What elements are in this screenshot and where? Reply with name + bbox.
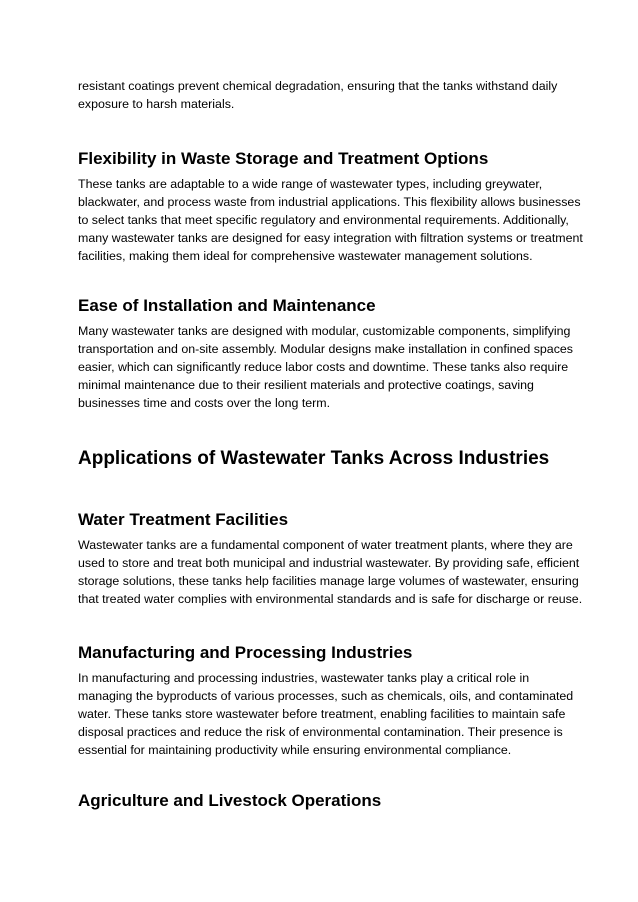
section-paragraph-installation [78,322,573,412]
text-line: minimal maintenance due to their resilient materials and protective coatings, saving [78,378,534,392]
section-paragraph-flexibility [78,175,583,265]
text-line: businesses time and costs over the long term. [78,396,331,410]
text-line: These tanks are adaptable to a wide range of wastewater types, including greywater, [78,177,543,191]
text-line: storage solutions, these tanks help facilities manage large volumes of wastewater, ensuring [78,574,579,588]
text-line: exposure to harsh materials. [78,97,235,111]
application-heading-water-treatment: Water Treatment Facilities [78,510,289,529]
text-line: that treated water complies with environmental standards and is safe for discharge or reuse. [78,592,583,606]
text-line: managing the byproducts of various processes, such as chemicals, oils, and contaminated [78,689,574,703]
application-paragraph-manufacturing [78,669,574,759]
text-line: transportation and on-site assembly. Modular designs make installation in confined spaces [78,342,573,356]
text-line: resistant coatings prevent chemical degradation, ensuring that the tanks withstand daily [78,79,558,93]
section-heading-installation: Ease of Installation and Maintenance [78,296,376,315]
text-line: facilities, making them ideal for comprehensive wastewater management solutions. [78,249,533,263]
text-line: essential for maintaining productivity while ensuring environmental compliance. [78,743,512,757]
text-line: Many wastewater tanks are designed with modular, customizable components, simplifying [78,324,571,338]
text-line: disposal practices and reduce the risk of environmental contamination. Their presence is [78,725,563,739]
main-heading: Applications of Wastewater Tanks Across Industries [78,448,550,469]
text-line: used to store and treat both municipal and industrial wastewater. By providing safe, efficient [78,556,580,570]
application-paragraph-water-treatment [78,536,583,608]
text-line: easier, which can significantly reduce labor costs and downtime. These tanks also require [78,360,569,374]
text-line: Wastewater tanks are a fundamental component of water treatment plants, where they are [78,538,573,552]
intro-paragraph [78,77,564,113]
text-line: water. These tanks store wastewater before treatment, enabling facilities to maintain safe [78,707,566,721]
text-line: many wastewater tanks are designed for easy integration with filtration systems or treatment [78,231,583,245]
text-line: to select tanks that meet specific regulatory and environmental requirements. Additionally, [78,213,569,227]
text-line: In manufacturing and processing industries, wastewater tanks play a critical role in [78,671,530,685]
application-heading-manufacturing: Manufacturing and Processing Industries [78,643,413,662]
application-heading-agriculture: Agriculture and Livestock Operations [78,791,382,810]
section-heading-flexibility: Flexibility in Waste Storage and Treatment Options [78,149,489,168]
text-line: blackwater, and process waste from industrial applications. This flexibility allows businesses [78,195,581,209]
